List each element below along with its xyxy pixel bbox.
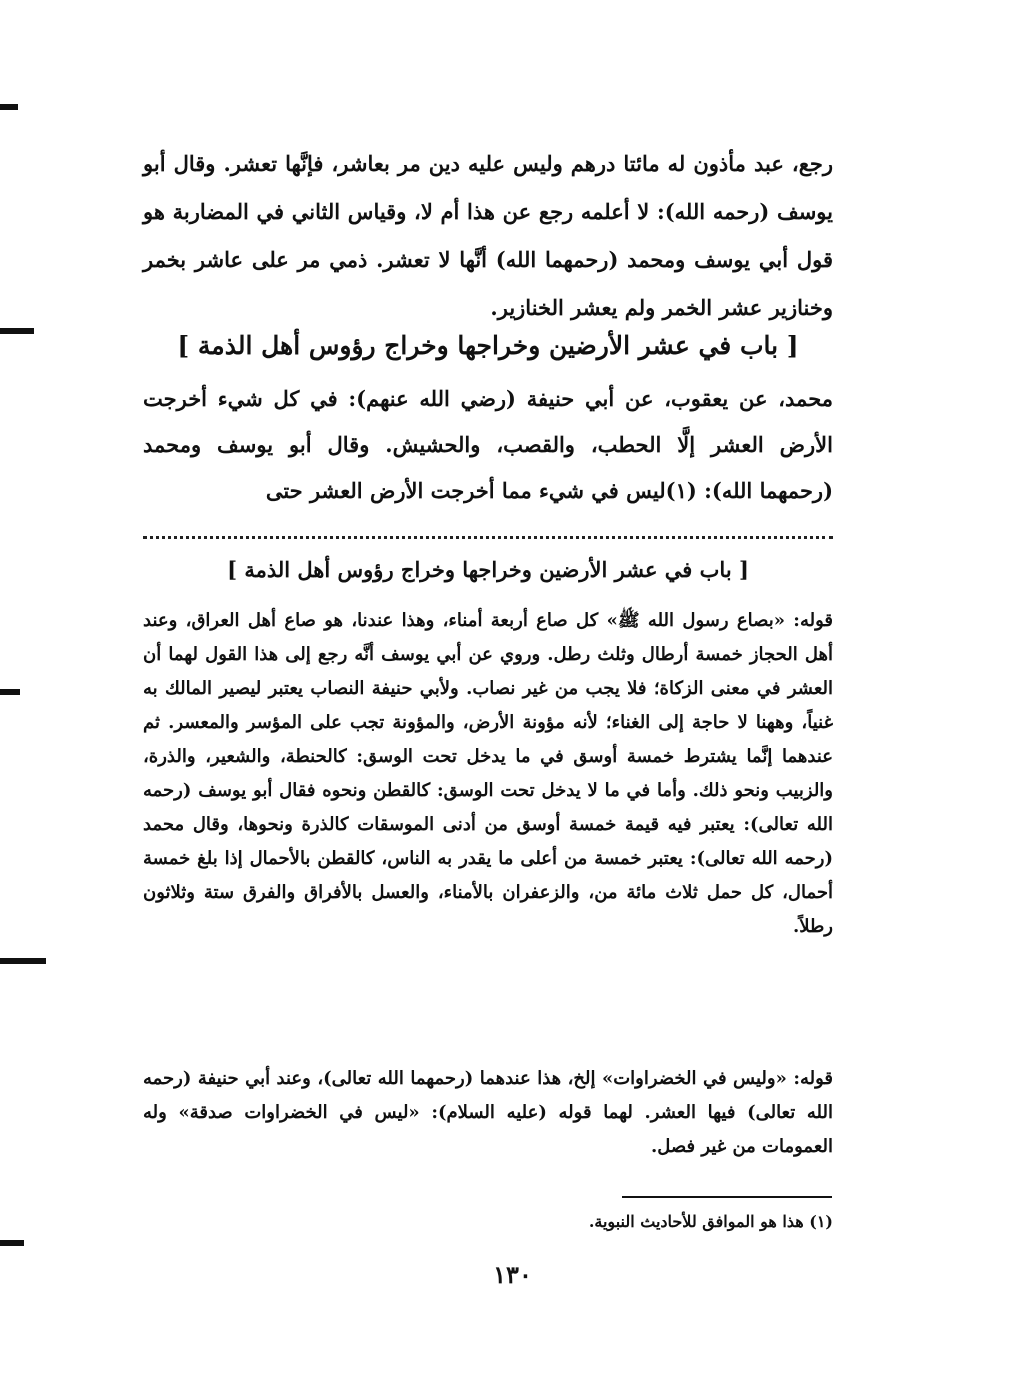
commentary-paragraph-2: قوله: «وليس في الخضراوات» إلخ، هذا عندهما (رحمهما الله تعالى)، وعند أبي حنيفة (رحمه الله تعالى) فيها العشر. لهما قوله (عليه السلام): «ليس في الخضراوات صدقة» وله العمومات من غير فصل. bbox=[143, 1068, 833, 1157]
page-number: ١٣٠ bbox=[493, 1260, 532, 1289]
scan-mark bbox=[0, 1240, 24, 1246]
commentary-section-heading: [ باب في عشر الأرضين وخراجها وخراج رؤوس أهل الذمة ] bbox=[227, 557, 749, 582]
scan-mark bbox=[0, 104, 18, 110]
footnote-rule bbox=[622, 1196, 832, 1198]
section-divider bbox=[143, 520, 833, 539]
scan-mark bbox=[0, 689, 20, 695]
scan-mark bbox=[0, 328, 34, 334]
main-paragraph-1: رجع، عبد مأذون له مائتا درهم وليس عليه دين مر بعاشر، فإنَّها تعشر. وقال أبو يوسف (رحمه الله): لا أعلمه رجع عن هذا أم لا، وقياس الثاني في المضاربة هو قول أبي يوسف ومحمد (رحمهما الله) أنَّها لا تعشر. ذمي مر على عاشر بخمر وخنازير عشر الخمر ولم يعشر الخنازير. bbox=[143, 151, 833, 320]
scan-mark bbox=[0, 958, 46, 964]
commentary-paragraph-1: قوله: «بصاع رسول الله ﷺ» كل صاع أربعة أمناء، وهذا عندنا، هو صاع أهل العراق، وعند أهل الحجاز خمسة أرطال وثلث رطل. وروي عن أبي يوسف أنَّه رجع إلى هذا القول لهما أن العشر في معنى الزكاة؛ فلا يجب من غير نصاب. ولأبي حنيفة النصاب يعتبر ليصير المالك به غنياً، وههنا لا حاجة إلى الغناء؛ لأنه مؤونة الأرض، والمؤونة تجب على المؤسر والمعسر. ثم عندهما إنَّما يشترط خمسة أوسق في ما يدخل تحت الوسق: كالحنطة، والشعير، والذرة، والزبيب ونحو ذلك. وأما في ما لا يدخل تحت الوسق: كالقطن ونحوه فقال أبو يوسف (رحمه الله تعالى): يعتبر فيه قيمة خمسة أوسق من أدنى الموسقات كالذرة ونحوها، وقال محمد (رحمه الله تعالى): يعتبر خمسة من أعلى ما يقدر به الناس، كالقطن بالأحمال إذا بلغ خمسة أحمال، كل حمل ثلاث مائة من، والزعفران بالأمناء، والعسل بالأفراق والفرق ستة وثلاثون رطلاً. bbox=[143, 610, 833, 937]
main-paragraph-2: محمد، عن يعقوب، عن أبي حنيفة (رضي الله عنهم): في كل شيء أخرجت الأرض العشر إلَّا الحطب، والقصب، والحشيش. وقال أبو يوسف ومحمد (رحمهما الله): (١)ليس في شيء مما أخرجت الأرض العشر حتى bbox=[143, 386, 833, 503]
main-section-heading: [ باب في عشر الأرضين وخراجها وخراج رؤوس أهل الذمة ] bbox=[177, 331, 799, 360]
footnote: (١) هذا هو الموافق للأحاديث النبوية. bbox=[588, 1212, 833, 1231]
